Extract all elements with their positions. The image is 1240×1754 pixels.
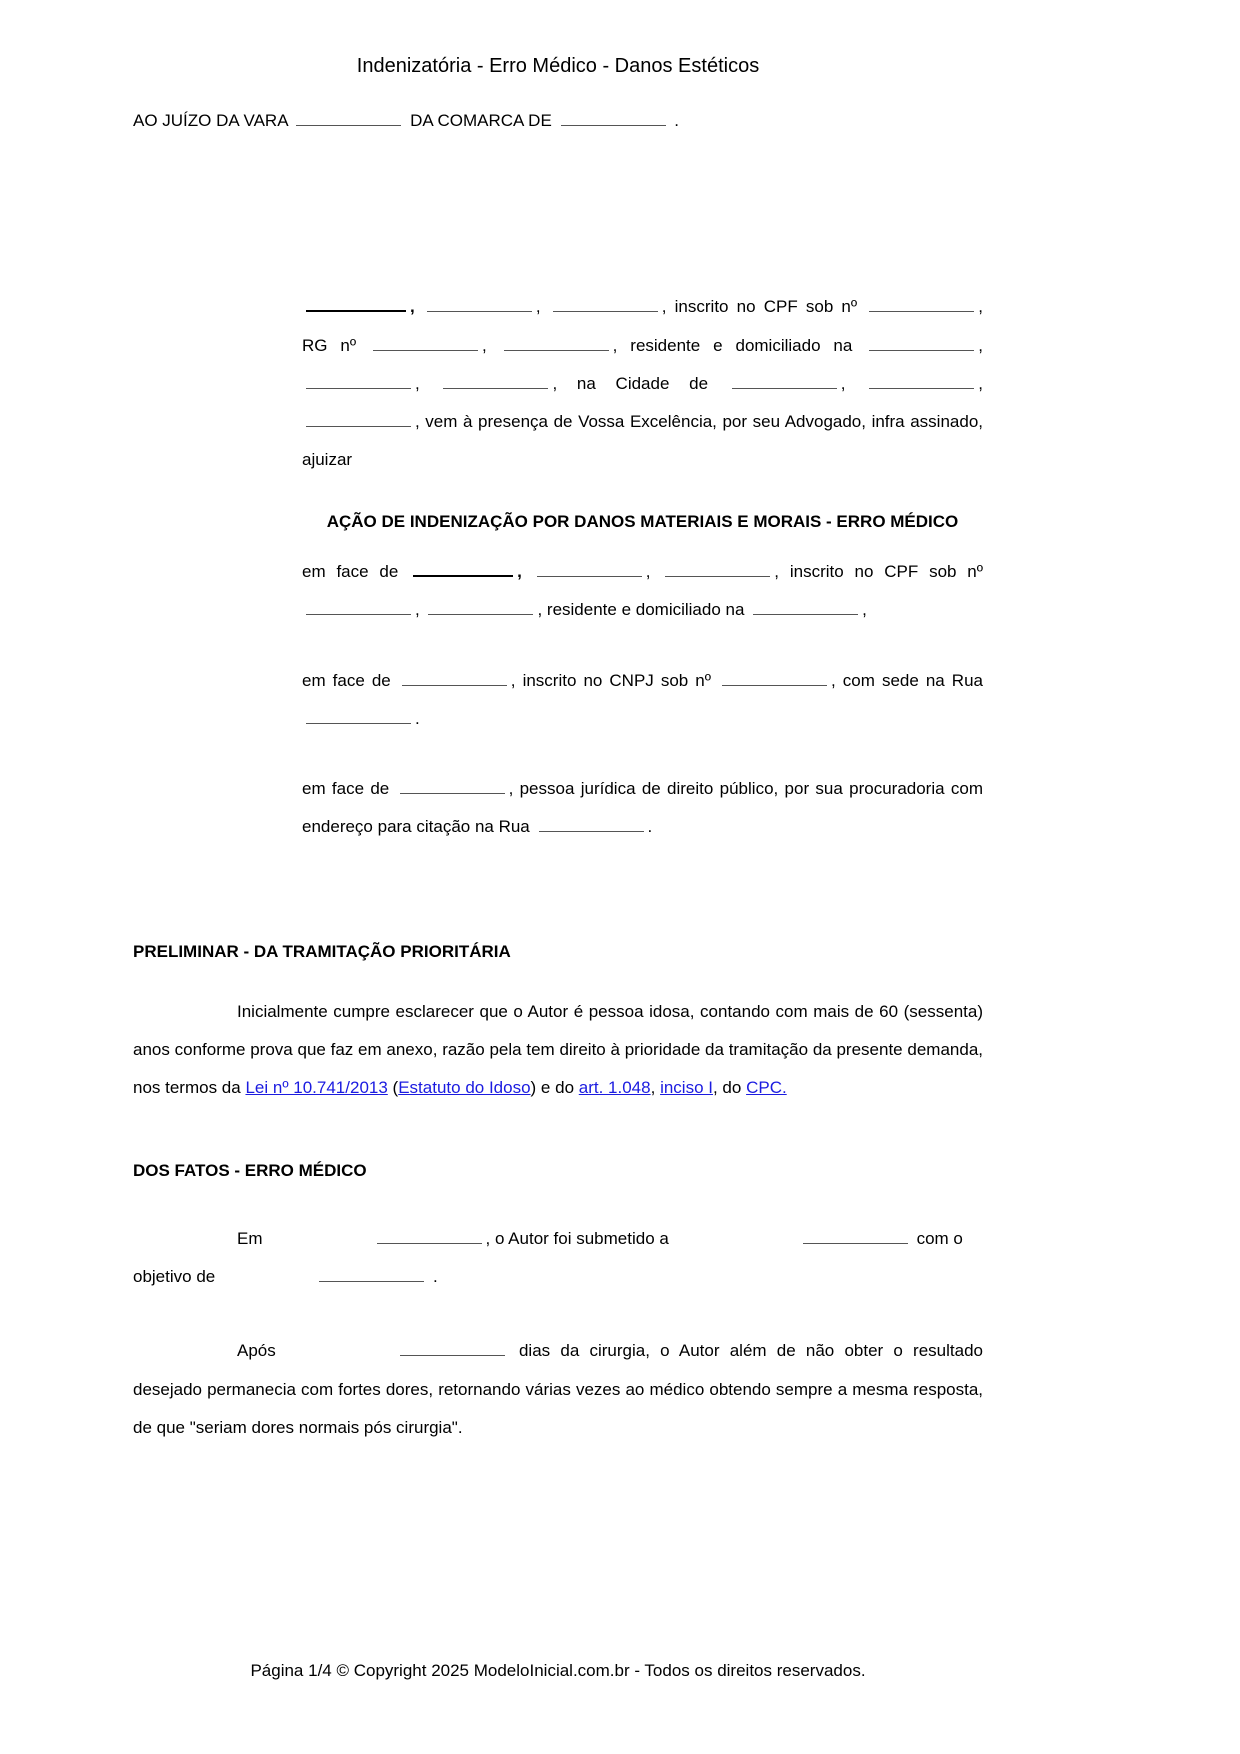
blank-field-address bbox=[869, 333, 974, 351]
link-art-1048[interactable]: art. 1.048 bbox=[578, 1078, 651, 1098]
addressing-text: . bbox=[674, 111, 679, 130]
blank-field bbox=[306, 409, 411, 427]
blank-field bbox=[537, 559, 642, 577]
qualification-text: , bbox=[410, 297, 415, 317]
defendant-text: , bbox=[415, 600, 420, 620]
preliminar-paragraph bbox=[133, 993, 983, 1108]
link-lei-10741-2013[interactable]: Lei nº 10.741/2013 bbox=[245, 1078, 388, 1098]
defendant-text: em face de bbox=[302, 670, 391, 690]
fatos-text: , o Autor foi submetido a bbox=[485, 1228, 669, 1248]
qualification-text: , na Cidade de bbox=[552, 373, 709, 393]
defendant-text: , com sede na Rua bbox=[831, 670, 983, 690]
defendant-text: . bbox=[647, 817, 653, 837]
qualification-text: , inscrito no CPF sob nº bbox=[661, 297, 858, 317]
blank-field-cpf bbox=[306, 597, 411, 615]
blank-field bbox=[869, 371, 974, 389]
blank-field-vara bbox=[296, 108, 401, 126]
blank-field-defendant-name bbox=[413, 558, 513, 577]
blank-field-city bbox=[732, 371, 837, 389]
blank-field-company-name bbox=[402, 668, 507, 686]
defendant-text: , bbox=[862, 600, 867, 620]
defendant-paragraph-1 bbox=[302, 553, 983, 630]
preliminar-text: , bbox=[650, 1078, 656, 1098]
defendant-text: , bbox=[517, 562, 522, 582]
qualification-text: , bbox=[535, 297, 541, 317]
qualification-text: , vem à presença de Vossa Excelência, por seu Advogado, infra assinado, ajuizar bbox=[302, 412, 983, 470]
blank-field-street bbox=[539, 814, 644, 832]
defendant-text: , inscrito no CNPJ sob nº bbox=[510, 670, 711, 690]
blank-field-cnpj bbox=[722, 668, 827, 686]
spacer bbox=[669, 1243, 799, 1244]
defendant-text: , pessoa jurídica de direito público, por sua procuradoria com endereço para citação na Rua bbox=[302, 779, 983, 837]
blank-field bbox=[665, 559, 770, 577]
addressing-line bbox=[133, 102, 983, 140]
fatos-paragraph-2 bbox=[133, 1332, 983, 1447]
defendant-text: , bbox=[645, 562, 651, 582]
fatos-text: com o objetivo de bbox=[133, 1228, 963, 1287]
qualification-text: , residente e domiciliado na bbox=[612, 335, 853, 355]
qualification-text: , bbox=[978, 373, 983, 393]
blank-field bbox=[427, 294, 532, 312]
fatos-text: . bbox=[432, 1267, 438, 1287]
fatos-text: Após bbox=[237, 1341, 276, 1361]
qualification-text: , bbox=[482, 335, 487, 355]
blank-field-comarca bbox=[561, 108, 666, 126]
blank-field bbox=[428, 597, 533, 615]
defendant-text: em face de bbox=[302, 562, 399, 582]
spacer bbox=[215, 1281, 315, 1282]
link-estatuto-do-idoso[interactable]: Estatuto do Idoso bbox=[398, 1078, 531, 1098]
preliminar-text: Inicialmente cumpre esclarecer que o Autor é pessoa idosa, contando com mais de 60 (sessenta) anos conforme prova que faz em anexo, razão pela tem direito à prioridade da tramitação da presente demanda, nos termos da bbox=[133, 1001, 983, 1098]
defendant-text: , inscrito no CPF sob nº bbox=[774, 562, 983, 582]
defendant-text: , residente e domiciliado na bbox=[537, 600, 745, 620]
blank-field-objective bbox=[319, 1264, 424, 1282]
defendant-paragraph-2 bbox=[302, 662, 983, 739]
blank-field-cpf bbox=[869, 294, 974, 312]
defendant-text: em face de bbox=[302, 779, 390, 799]
blank-field-author-name bbox=[306, 293, 406, 312]
blank-field-address bbox=[753, 597, 858, 615]
fatos-paragraph-1 bbox=[133, 1220, 983, 1297]
qualification-paragraph bbox=[302, 288, 983, 479]
page-footer: Página 1/4 © Copyright 2025 ModeloInicial.com.br - Todos os direitos reservados. bbox=[250, 1660, 866, 1680]
fatos-text: Em bbox=[237, 1228, 263, 1248]
link-cpc[interactable]: CPC. bbox=[746, 1078, 787, 1098]
preliminar-text: ) e do bbox=[530, 1078, 575, 1098]
qualification-text: , bbox=[840, 373, 846, 393]
section-heading-preliminar: PRELIMINAR - DA TRAMITAÇÃO PRIORITÁRIA bbox=[133, 941, 511, 961]
blank-field-street bbox=[306, 706, 411, 724]
blank-field bbox=[553, 294, 658, 312]
qualification-text: , RG nº bbox=[302, 297, 983, 355]
section-heading-fatos: DOS FATOS - ERRO MÉDICO bbox=[133, 1160, 367, 1180]
spacer bbox=[263, 1243, 373, 1244]
blank-field-days bbox=[400, 1338, 505, 1356]
action-heading: AÇÃO DE INDENIZAÇÃO POR DANOS MATERIAIS E MORAIS - ERRO MÉDICO bbox=[326, 511, 959, 531]
preliminar-text: , do bbox=[712, 1078, 742, 1098]
document-title: Indenizatória - Erro Médico - Danos Estéticos bbox=[356, 55, 760, 77]
qualification-text: , bbox=[415, 373, 420, 393]
blank-field-date bbox=[377, 1226, 482, 1244]
blank-field-entity-name bbox=[400, 776, 505, 794]
blank-field bbox=[306, 371, 411, 389]
blank-field-rg bbox=[373, 333, 478, 351]
defendant-text: . bbox=[415, 708, 420, 728]
spacer bbox=[276, 1355, 396, 1356]
addressing-text: AO JUÍZO DA VARA bbox=[133, 111, 288, 130]
qualification-text: , bbox=[978, 335, 984, 355]
blank-field bbox=[504, 333, 609, 351]
fatos-text: dias da cirurgia, o Autor além de não obter o resultado desejado permanecia com fortes dores, retornando várias vezes ao médico obtendo sempre a mesma resposta, de que "seriam dores normais pós cirurgia". bbox=[133, 1341, 983, 1437]
blank-field-procedure bbox=[803, 1226, 908, 1244]
defendant-paragraph-3 bbox=[302, 770, 983, 847]
preliminar-text: ( bbox=[392, 1078, 399, 1098]
addressing-text: DA COMARCA DE bbox=[410, 111, 552, 130]
link-inciso-i[interactable]: inciso I bbox=[660, 1078, 713, 1098]
blank-field bbox=[443, 371, 548, 389]
